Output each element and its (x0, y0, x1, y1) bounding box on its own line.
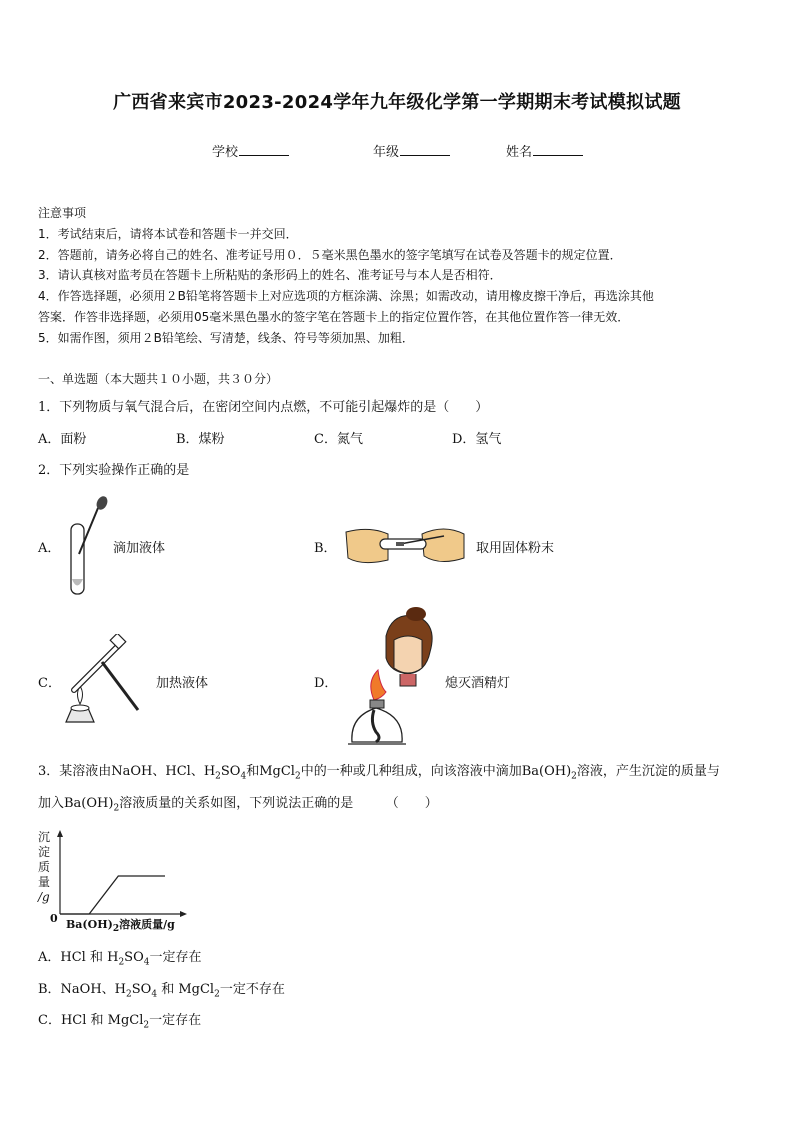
q1-option-d[interactable]: D．氢气 (452, 432, 502, 447)
hands-tube-icon (340, 520, 470, 570)
heating-tube-icon (58, 634, 154, 730)
graph-xlabel: $Ba(OH)_2$溶液质量/g (66, 918, 175, 935)
q1-option-b[interactable]: B．煤粉 (176, 432, 225, 447)
note-item: 4．作答选择题，必须用２B铅笔将答题卡上对应选项的方框涂满、涂黑；如需改动，请用橡皮擦干净后，再选涂其他 (38, 289, 654, 303)
question-3-stem: 3．某溶液由NaOH、HCl、$H_2SO_4$和MgCl$_2$中的一种或几种组成，向该溶液中滴加$Ba(OH)_2$溶液，产生沉淀的质量与 (38, 764, 720, 782)
q2-option-c[interactable]: C． (38, 676, 61, 691)
q1-option-a[interactable]: A．面粉 (38, 432, 87, 447)
dropper-tube-icon (62, 494, 112, 600)
q2-option-d-caption: 熄灭酒精灯 (445, 676, 511, 691)
q2-option-a[interactable]: A． (38, 541, 61, 556)
q2-option-a-caption: 滴加液体 (113, 541, 166, 556)
section-heading: 一、单选题（本大题共１０小题，共３０分） (38, 372, 279, 386)
question-3-stem-line2: 加入$Ba(OH)_2$溶液质量的关系如图，下列说法正确的是 （ ） (38, 796, 438, 814)
notes-heading: 注意事项 (38, 206, 87, 220)
school-field[interactable]: 学校 (212, 141, 289, 160)
q2-option-b-caption: 取用固体粉末 (476, 541, 555, 556)
note-item: 3．请认真核对监考员在答题卡上所粘贴的条形码上的姓名、准考证号与本人是否相符． (38, 268, 502, 282)
grade-blank[interactable] (400, 143, 450, 156)
graph-origin: 0 (50, 912, 58, 925)
blowing-lamp-icon (346, 606, 442, 748)
q3-option-b[interactable]: B．NaOH、$H_2SO_4$ 和 MgCl$_2$一定不存在 (38, 982, 285, 1000)
name-blank[interactable] (533, 143, 583, 156)
q3-option-a[interactable]: A．HCl 和 $H_2SO_4$一定存在 (38, 950, 202, 968)
name-field[interactable]: 姓名 (506, 141, 583, 160)
note-item: 答案．作答非选择题，必须用05毫米黑色墨水的签字笔在答题卡上的指定位置作答，在其他位置作答一律无效． (38, 310, 630, 324)
q2-option-d[interactable]: D． (314, 676, 338, 691)
graph-ylabel: 沉 淀 质 量 /g (38, 830, 51, 904)
note-item: 5．如需作图，须用２B铅笔绘、写清楚，线条、符号等须加黑、加粗． (38, 331, 414, 345)
q2-option-b[interactable]: B． (314, 541, 337, 556)
grade-field[interactable]: 年级 (373, 141, 450, 160)
question-1-stem: 1．下列物质与氧气混合后，在密闭空间内点燃，不可能引起爆炸的是（ ） (38, 400, 489, 415)
precipitate-graph (55, 830, 190, 920)
q1-option-c[interactable]: C．氮气 (314, 432, 363, 447)
note-item: 1．考试结束后，请将本试卷和答题卡一并交回． (38, 227, 298, 241)
page-title: 广西省来宾市2023-2024学年九年级化学第一学期期末考试模拟试题 (113, 92, 681, 113)
note-item: 2．答题前，请务必将自己的姓名、准考证号用０．５毫米黑色墨水的签字笔填写在试卷及答题卡的规定位置． (38, 248, 622, 262)
precipitate-curve (60, 876, 165, 914)
q3-option-c[interactable]: C．HCl 和 MgCl$_2$一定存在 (38, 1013, 202, 1031)
question-2-stem: 2．下列实验操作正确的是 (38, 463, 190, 478)
q2-option-c-caption: 加热液体 (156, 676, 209, 691)
school-blank[interactable] (239, 143, 289, 156)
